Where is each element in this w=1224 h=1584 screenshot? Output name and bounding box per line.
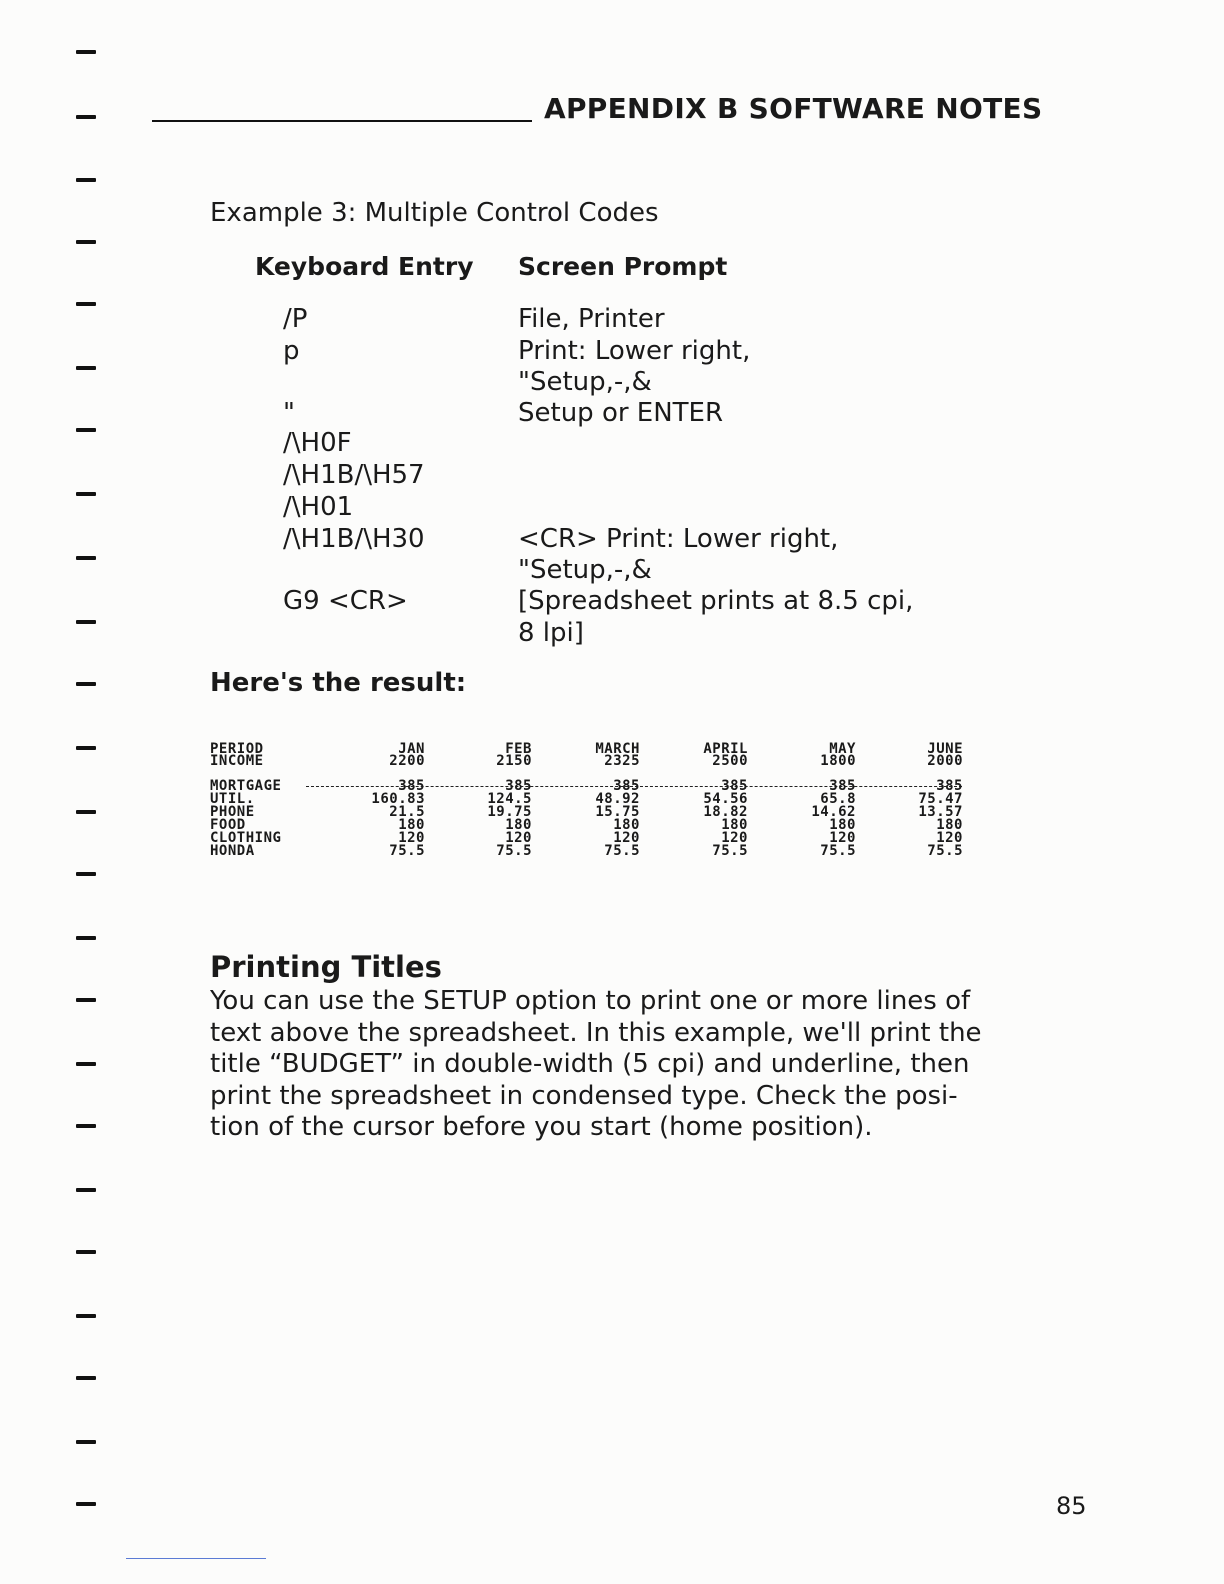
- cell-value: 54.56: [703, 791, 748, 807]
- row-label: FOOD: [210, 817, 246, 833]
- cell-value: 385: [721, 778, 748, 794]
- cell-value: 180: [613, 817, 640, 833]
- binder-mark: [76, 178, 96, 182]
- binder-mark: [76, 240, 96, 244]
- column-period: JUNE: [927, 741, 963, 757]
- binder-mark: [76, 556, 96, 560]
- column-period: MAY: [829, 741, 856, 757]
- paragraph-line: text above the spreadsheet. In this example, we'll print the: [210, 1017, 982, 1048]
- column-period: MARCH: [595, 741, 640, 757]
- footer-line: [126, 1558, 266, 1559]
- cell-value: 75.5: [604, 843, 640, 859]
- binder-mark: [76, 1124, 96, 1128]
- cell-value: 385: [613, 778, 640, 794]
- binder-mark: [76, 810, 96, 814]
- cell-value: 180: [721, 817, 748, 833]
- paragraph-line: You can use the SETUP option to print one or more lines of: [210, 986, 971, 1016]
- binder-mark: [76, 366, 96, 370]
- keyboard-entry: /P: [283, 304, 308, 334]
- cell-value: 385: [398, 778, 425, 794]
- cell-value: 160.83: [371, 791, 425, 807]
- cell-value: 180: [398, 817, 425, 833]
- row-label: PERIOD: [210, 741, 264, 757]
- binder-mark: [76, 50, 96, 54]
- cell-value: 120: [829, 830, 856, 846]
- binder-mark: [76, 1440, 96, 1444]
- paragraph-line: title “BUDGET” in double-width (5 cpi) and underline, then: [210, 1049, 970, 1079]
- binder-mark: [76, 1250, 96, 1254]
- column-income: 2200: [389, 753, 425, 769]
- binder-mark: [76, 682, 96, 686]
- screen-prompt-line: "Setup,-,&: [518, 367, 652, 397]
- keyboard-entry: ": [283, 398, 295, 428]
- row-label: UTIL.: [210, 791, 255, 807]
- cell-value: 48.92: [595, 791, 640, 807]
- binder-mark: [76, 1376, 96, 1380]
- page-header-title: APPENDIX B SOFTWARE NOTES: [544, 92, 1043, 125]
- cell-value: 120: [398, 830, 425, 846]
- binder-mark: [76, 998, 96, 1002]
- cell-value: 120: [936, 830, 963, 846]
- row-label: MORTGAGE: [210, 778, 282, 794]
- cell-value: 120: [613, 830, 640, 846]
- binder-mark: [76, 1502, 96, 1506]
- cell-value: 75.5: [820, 843, 856, 859]
- cell-value: 180: [829, 817, 856, 833]
- cell-value: 18.82: [703, 804, 748, 820]
- cell-value: 180: [936, 817, 963, 833]
- binder-mark: [76, 115, 96, 119]
- keyboard-entry: /\H01: [283, 492, 354, 522]
- cell-value: 124.5: [487, 791, 532, 807]
- cell-value: 13.57: [918, 804, 963, 820]
- column-income: 2150: [496, 753, 532, 769]
- row-label: PHONE: [210, 804, 255, 820]
- binder-mark: [76, 620, 96, 624]
- page-number: 85: [1056, 1492, 1087, 1520]
- keyboard-entry: /\H1B/\H30: [283, 524, 425, 554]
- row-label: INCOME: [210, 753, 264, 769]
- column-income: 2000: [927, 753, 963, 769]
- binder-mark: [76, 492, 96, 496]
- example-title: Example 3: Multiple Control Codes: [210, 198, 659, 228]
- cell-value: 75.5: [496, 843, 532, 859]
- binder-mark: [76, 302, 96, 306]
- column-income: 1800: [820, 753, 856, 769]
- column-period: JAN: [398, 741, 425, 757]
- screen-prompt-line: <CR> Print: Lower right,: [518, 524, 839, 554]
- binder-mark: [76, 1188, 96, 1192]
- cell-value: 120: [505, 830, 532, 846]
- binder-mark: [76, 872, 96, 876]
- cell-value: 75.5: [712, 843, 748, 859]
- cell-value: 75.5: [389, 843, 425, 859]
- cell-value: 385: [505, 778, 532, 794]
- keyboard-entry: G9 <CR>: [283, 586, 408, 616]
- section-heading: Printing Titles: [210, 950, 442, 984]
- column-period: APRIL: [703, 741, 748, 757]
- cell-value: 19.75: [487, 804, 532, 820]
- column-period: FEB: [505, 741, 532, 757]
- keyboard-entry-heading: Keyboard Entry: [255, 252, 474, 281]
- binder-mark: [76, 936, 96, 940]
- result-heading: Here's the result:: [210, 668, 467, 698]
- row-label: CLOTHING: [210, 830, 282, 846]
- keyboard-entry: /\H1B/\H57: [283, 460, 425, 490]
- binder-mark: [76, 1314, 96, 1318]
- header-rule: [152, 120, 532, 122]
- row-label: HONDA: [210, 843, 255, 859]
- screen-prompt-line: Setup or ENTER: [518, 398, 724, 428]
- cell-value: 65.8: [820, 791, 856, 807]
- column-income: 2500: [712, 753, 748, 769]
- screen-prompt-line: "Setup,-,&: [518, 555, 652, 585]
- cell-value: 14.62: [811, 804, 856, 820]
- binder-mark: [76, 428, 96, 432]
- screen-prompt-line: Print: Lower right,: [518, 336, 751, 366]
- cell-value: 75.47: [918, 791, 963, 807]
- cell-value: 15.75: [595, 804, 640, 820]
- screen-prompt-heading: Screen Prompt: [518, 252, 728, 281]
- cell-value: 180: [505, 817, 532, 833]
- screen-prompt-line: 8 lpi]: [518, 618, 584, 648]
- cell-value: 385: [936, 778, 963, 794]
- binder-mark: [76, 746, 96, 750]
- paragraph-line: print the spreadsheet in condensed type. Check the posi-: [210, 1080, 958, 1111]
- cell-value: 120: [721, 830, 748, 846]
- keyboard-entry: /\H0F: [283, 428, 352, 458]
- screen-prompt-line: File, Printer: [518, 304, 665, 334]
- paragraph-line: tion of the cursor before you start (home position).: [210, 1112, 873, 1142]
- cell-value: 75.5: [927, 843, 963, 859]
- column-income: 2325: [604, 753, 640, 769]
- cell-value: 21.5: [389, 804, 425, 820]
- keyboard-entry: p: [283, 336, 300, 366]
- body-paragraph: [210, 986, 982, 1144]
- binder-mark: [76, 1062, 96, 1066]
- cell-value: 385: [829, 778, 856, 794]
- screen-prompt-line: [Spreadsheet prints at 8.5 cpi,: [518, 586, 914, 616]
